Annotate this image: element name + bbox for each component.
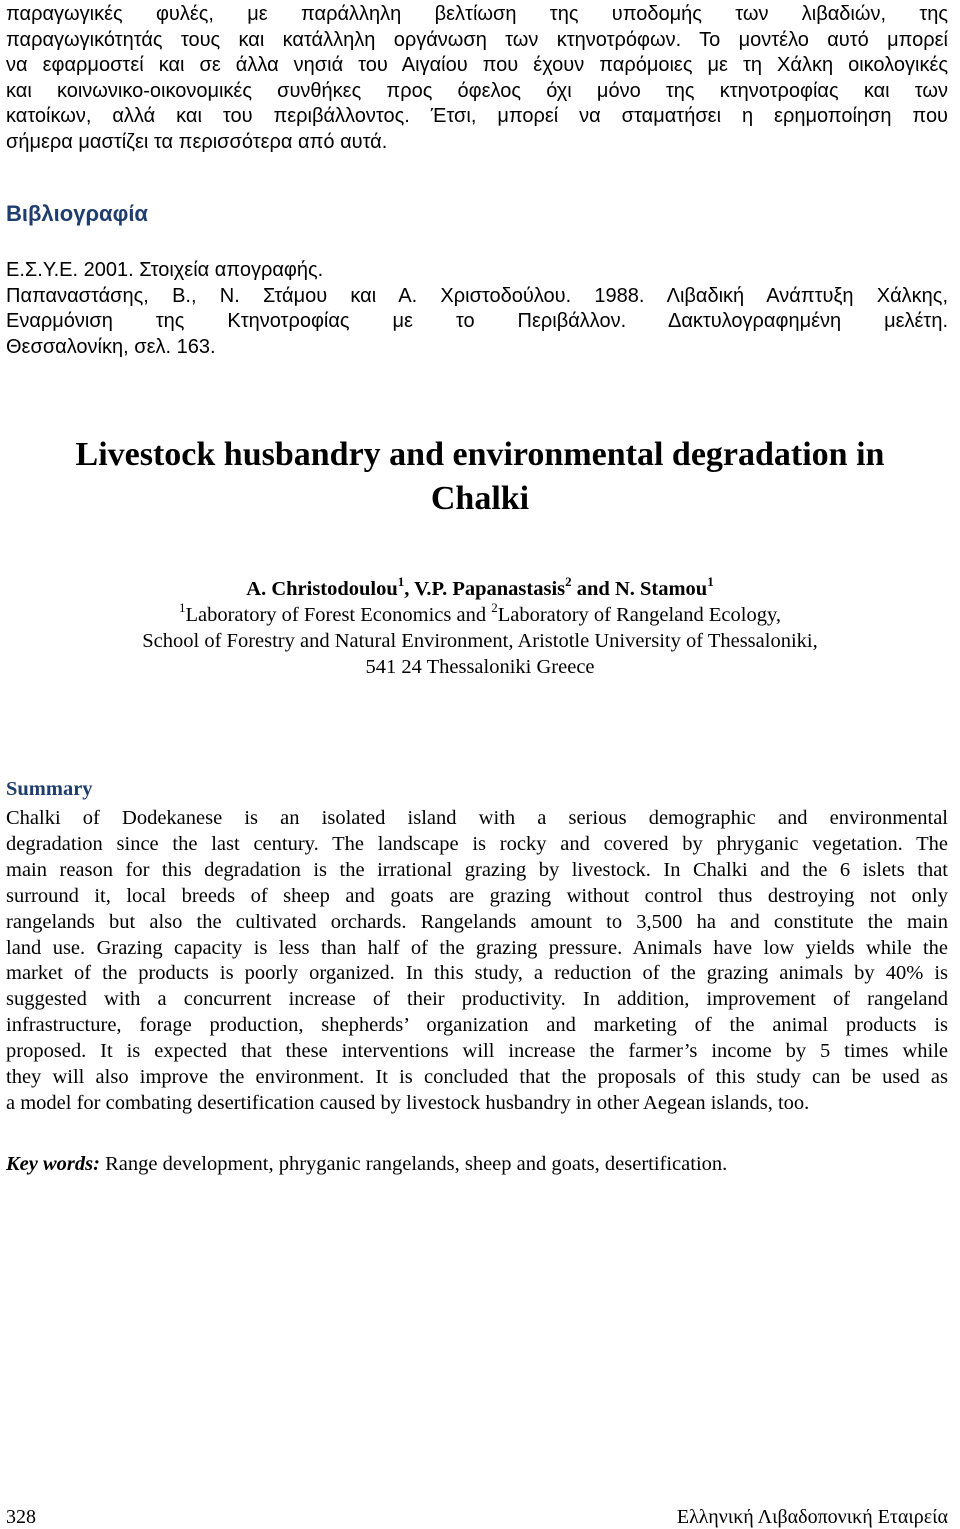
affiliation-lab1: Laboratory of Forest Economics and xyxy=(185,604,492,626)
summary-line: surround it, local breeds of sheep and goats are grazing without control thus destroying not only xyxy=(6,884,948,907)
affiliation-line xyxy=(0,602,960,628)
page-number: 328 xyxy=(6,1506,36,1528)
bibliography-entry-continuation: Θεσσαλονίκη, σελ. 163. xyxy=(6,335,216,358)
summary-line: rangelands but also the cultivated orchards. Rangelands amount to 3,500 ha and constitute the main xyxy=(6,910,948,933)
greek-intro-line: να εφαρμοστεί και σε άλλα νησιά του Αιγαίου που έχουν παρόμοιες με τη Χάλκη οικολογικές xyxy=(6,54,948,76)
author-separator: and xyxy=(571,578,615,600)
affiliation-lab2: Laboratory of Rangeland Ecology, xyxy=(497,604,781,626)
affiliation-marker: 1 xyxy=(707,574,714,590)
affiliation-marker: 1 xyxy=(178,600,186,616)
summary-line: Chalki of Dodekanese is an isolated island with a serious demographic and environmental xyxy=(6,807,948,829)
greek-intro-line: παραγωγικές φυλές, με παράλληλη βελτίωση της υποδομής των λιβαδιών, της xyxy=(6,3,948,25)
author-separator: , xyxy=(404,578,415,600)
greek-intro-paragraph xyxy=(6,2,948,155)
bibliography-entry: Παπαναστάσης, Β., Ν. Στάμου και Α. Χριστοδούλου. 1988. Λιβαδική Ανάπτυξη Χάλκης, xyxy=(6,284,948,307)
greek-intro-line: και κοινωνικο-οικονομικές συνθήκες προς όφελος όχι μόνο της κτηνοτροφίας και των xyxy=(6,79,948,102)
keywords xyxy=(6,1152,948,1178)
bibliography-entry-continuation: Εναρμόνιση της Κτηνοτροφίας με το Περιβάλλον. Δακτυλογραφημένη μελέτη. xyxy=(6,310,948,332)
summary-line: suggested with a concurrent increase of their productivity. In addition, improvement of rangeland xyxy=(6,988,948,1011)
affiliation-marker: 1 xyxy=(397,574,405,590)
summary-line: proposed. It is expected that these interventions will increase the farmer’s income by 5 times while xyxy=(6,1040,948,1063)
summary-heading: Summary xyxy=(6,778,93,800)
greek-intro-line: σήμερα μαστίζει τα περισσότερα από αυτά. xyxy=(6,130,388,153)
author-name: V.P. Papanastasis xyxy=(414,578,566,600)
article-title-line2: Chalki xyxy=(430,480,530,517)
keywords-label: Key words: xyxy=(6,1153,100,1175)
affiliation-school: School of Forestry and Natural Environment, Aristotle University of Thessaloniki, xyxy=(142,630,818,652)
summary-line: degradation since the last century. The landscape is rocky and covered by phryganic vegetation. The xyxy=(6,832,948,855)
summary-line: market of the products is poorly organized. In this study, a reduction of the grazing animals by 40% is xyxy=(6,962,948,985)
author-names xyxy=(0,576,960,602)
summary-line: they will also improve the environment. It is concluded that the proposals of this study can be used as xyxy=(6,1066,948,1089)
greek-intro-line: παραγωγικότητάς τους και κατάλληλη οργάνωση των κτηνοτρόφων. Το μοντέλο αυτό μπορεί xyxy=(6,28,948,51)
affiliation-marker: 2 xyxy=(565,574,572,590)
greek-intro-line: κατοίκων, αλλά και του περιβάλλοντος. Έτσι, μπορεί να σταματήσει η ερημοποίηση που xyxy=(6,105,948,127)
summary-line: main reason for this degradation is the irrational grazing by livestock. In Chalki and the 6 islets that xyxy=(6,858,948,881)
summary-line: infrastructure, forage production, shepherds’ organization and marketing of the animal products is xyxy=(6,1014,948,1037)
bibliography-heading: Βιβλιογραφία xyxy=(6,201,148,226)
affiliation-address: 541 24 Thessaloniki Greece xyxy=(365,656,595,678)
author-name: A. Christodoulou xyxy=(246,578,398,600)
article-title xyxy=(0,433,960,521)
summary-line: a model for combating desertification caused by livestock husbandry in other Aegean islands, too. xyxy=(6,1091,810,1114)
article-title-line1: Livestock husbandry and environmental degradation in xyxy=(75,436,885,473)
author-name: N. Stamou xyxy=(614,578,708,600)
bibliography-entry: Ε.Σ.Υ.Ε. 2001. Στοιχεία απογραφής. xyxy=(6,259,324,281)
author-block xyxy=(0,576,960,680)
journal-name: Ελληνική Λιβαδοπονική Εταιρεία xyxy=(676,1506,948,1528)
summary-paragraph xyxy=(6,806,948,1117)
summary-line: land use. Grazing capacity is less than half of the grazing pressure. Animals have low yields while the xyxy=(6,936,948,959)
affiliation-marker: 2 xyxy=(491,600,498,616)
bibliography-list xyxy=(6,258,948,360)
keywords-text: Range development, phryganic rangelands, sheep and goats, desertification. xyxy=(99,1153,728,1175)
